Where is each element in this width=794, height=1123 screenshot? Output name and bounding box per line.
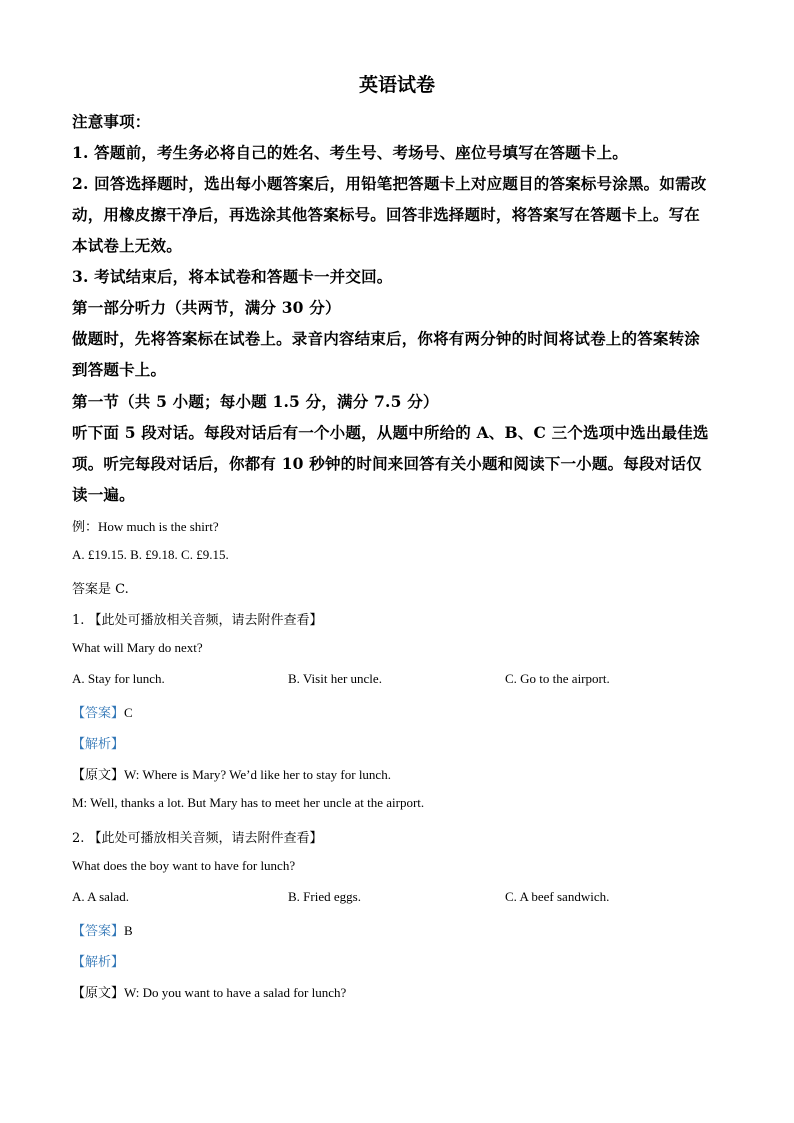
original-text: W: Do you want to have a salad for lunch? — [124, 985, 347, 1000]
notice-item-1: 1. 答题前，考生务必将自己的姓名、考生号、考场号、座位号填写在答题卡上。 — [72, 143, 628, 162]
question-1-original-line-1 — [72, 764, 391, 783]
answer-label: 【答案】 — [72, 924, 125, 939]
question-2-option-c: C. A beef sandwich. — [505, 889, 610, 904]
section1-instruction-line-2: 项。听完每段对话后，你都有 10 秒钟的时间来回答有关小题和阅读下一小题。每段对话仅 — [72, 454, 702, 473]
answer-value: B — [124, 923, 133, 938]
question-1-option-b: B. Visit her uncle. — [288, 671, 382, 686]
question-1-audio: 1. 【此处可播放相关音频，请去附件查看】 — [72, 613, 323, 628]
question-1-option-a: A. Stay for lunch. — [72, 671, 165, 686]
part1-instruction-line-1: 做题时，先将答案标在试卷上。录音内容结束后，你将有两分钟的时间将试卷上的答案转涂 — [72, 329, 701, 348]
question-2-answer — [72, 920, 133, 939]
notice-item-2-line-2: 动，用橡皮擦干净后，再选涂其他答案标号。回答非选择题时，将答案写在答题卡上。写在 — [72, 205, 701, 224]
page-title: 英语试卷 — [358, 74, 435, 96]
question-2-option-b: B. Fried eggs. — [288, 889, 361, 904]
question-2-original-line-1 — [72, 982, 346, 1001]
question-2-text: What does the boy want to have for lunch? — [72, 858, 296, 873]
answer-value: C — [124, 705, 133, 720]
question-1-answer — [72, 702, 133, 721]
original-text: W: Where is Mary? We’d like her to stay for lunch. — [124, 767, 391, 782]
example-prefix: 例： — [72, 520, 99, 535]
example-options: A. £19.15. B. £9.18. C. £9.15. — [72, 547, 229, 562]
original-label: 【原文】 — [72, 986, 125, 1001]
question-2-analysis-label: 【解析】 — [72, 955, 125, 970]
notice-item-2-line-3: 本试卷上无效。 — [72, 236, 182, 255]
question-2-audio: 2. 【此处可播放相关音频，请去附件查看】 — [72, 831, 323, 846]
original-label: 【原文】 — [72, 768, 125, 783]
notice-item-2-line-1: 2. 回答选择题时，选出每小题答案后，用铅笔把答题卡上对应题目的答案标号涂黑。如需改 — [72, 174, 707, 193]
section1-heading: 第一节（共 5 小题；每小题 1.5 分，满分 7.5 分） — [72, 392, 439, 411]
question-1-original-line-2: M: Well, thanks a lot. But Mary has to meet her uncle at the airport. — [72, 795, 425, 810]
notice-heading: 注意事项： — [72, 112, 151, 131]
section1-instruction-line-3: 读一遍。 — [72, 485, 135, 504]
section1-instruction-line-1: 听下面 5 段对话。每段对话后有一个小题，从题中所给的 A、B、C 三个选项中选出最佳选 — [72, 423, 709, 442]
part1-instruction-line-2: 到答题卡上。 — [72, 360, 167, 379]
question-1-analysis-label: 【解析】 — [72, 737, 125, 752]
notice-item-3: 3. 考试结束后，将本试卷和答题卡一并交回。 — [72, 267, 393, 286]
example-question — [72, 516, 219, 535]
answer-label: 【答案】 — [72, 706, 125, 721]
question-2-option-a: A. A salad. — [72, 889, 130, 904]
part1-heading: 第一部分听力（共两节，满分 30 分） — [72, 298, 341, 317]
example-answer: 答案是 C. — [72, 582, 129, 597]
question-1-option-c: C. Go to the airport. — [505, 671, 610, 686]
question-1-text: What will Mary do next? — [72, 640, 203, 655]
example-question-text: How much is the shirt? — [98, 519, 219, 534]
